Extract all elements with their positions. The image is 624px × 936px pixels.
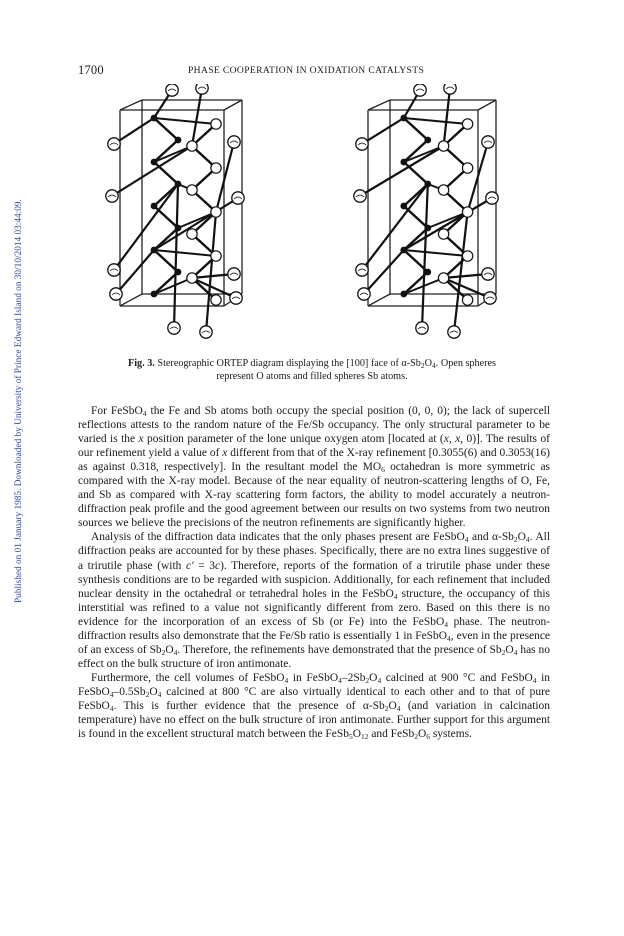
stereo-view bbox=[354, 84, 498, 338]
article-body bbox=[78, 404, 550, 741]
ortep-stereo-diagram bbox=[92, 84, 532, 356]
stereo-view bbox=[106, 84, 244, 338]
download-watermark-link[interactable]: Published on 01 January 1985. Downloaded by University of Prince Edward Island on 30/10/2014 03:44:09. bbox=[14, 199, 24, 603]
figure-caption: Fig. 3. Stereographic ORTEP diagram displaying the [100] face of $\alpha-Sb_2O_4$. Open spheres represent O atoms and filled spheres Sb atoms. bbox=[127, 358, 497, 382]
running-title: PHASE COOPERATION IN OXIDATION CATALYSTS bbox=[188, 65, 425, 76]
paragraph-2: Analysis of the diffraction data indicates that the only phases present are FeSbO$_4$ and $\alpha-Sb_2O_4$. All diffraction peaks are accounted for by these phases. Specifically, there are no extra lines suggestive of a trirutile phase (with c′ = 3c). Therefore, reports of the formation of a trirutile phase under these synthesis conditions are to be regarded with suspicion. Additionally, for each refinement that included nuclear density in the octahedral or tetrahedral holes in the FeSbO$_4$ structure, the occupancy of this interstitial was refined to a value not significantly different from zero. Based on this there is no evidence for the incorporation of an excess of Sb (or Fe) into the FeSbO$_4$ phase. The neutron-diffraction results also demonstrate that the Fe/Sb ratio is essentially 1 in FeSbO$_4$, even in the presence of an excess of $Sb_2O_4$. Therefore, the refinements have demonstrated that the presence of $Sb_2O_4$ has no effect on the bulk structure of iron antimonate. bbox=[78, 531, 551, 670]
page-number: 1700 bbox=[78, 63, 104, 77]
caption-text-line2: represent O atoms and filled spheres Sb atoms. bbox=[216, 370, 408, 382]
ortep-stereo-figure bbox=[92, 84, 532, 356]
paragraph-3: Furthermore, the cell volumes of FeSbO$_4$ in $FeSbO_4-2Sb_2O_4$ calcined at 900 °C and FeSbO$_4$ in $FeSbO_4-0.5Sb_2O_4$ calcined at 800 °C are also virtually identical to each other and to that of pure FeSbO$_4$. This is further evidence that the presence of $\alpha-Sb_2O_4$ (and variation in calcination temperature) have no effect on the bulk structure of iron antimonate. Further support for this argument is found in the excellent structural match between the $FeSb_5O_{12}$ and $FeSb_2O_6$ systems. bbox=[78, 671, 550, 742]
paragraph-1: For FeSbO$_4$ the Fe and Sb atoms both occupy the special position (0, 0, 0); the lack of supercell reflections attests to the random nature of the Fe/Sb occupancy. The only structural parameter to be varied is the x position parameter of the lone unique oxygen atom [located at (x, x, 0)]. The results of our refinement yield a value of x different from that of the X-ray refinement [0.3055(6) and 0.3053(16) as against 0.318, respectively]. In the resultant model the $MO_6$ octahedran is more symmetric as compared with the X-ray model. Because of the near equality of neutron-scattering lengths of O, Fe, and Sb as compared with X-ray scattering form factors, the ability to model accurately a neutron-diffraction peak profile and the good agreement between our results on two systems from two neutron sources we believe the precisions of the neutron refinements are significantly higher. bbox=[78, 405, 550, 530]
caption-text-a: Stereographic ORTEP diagram displaying the [100] face of α-Sb bbox=[157, 358, 421, 369]
figure-label: Fig. 3. bbox=[127, 358, 155, 369]
